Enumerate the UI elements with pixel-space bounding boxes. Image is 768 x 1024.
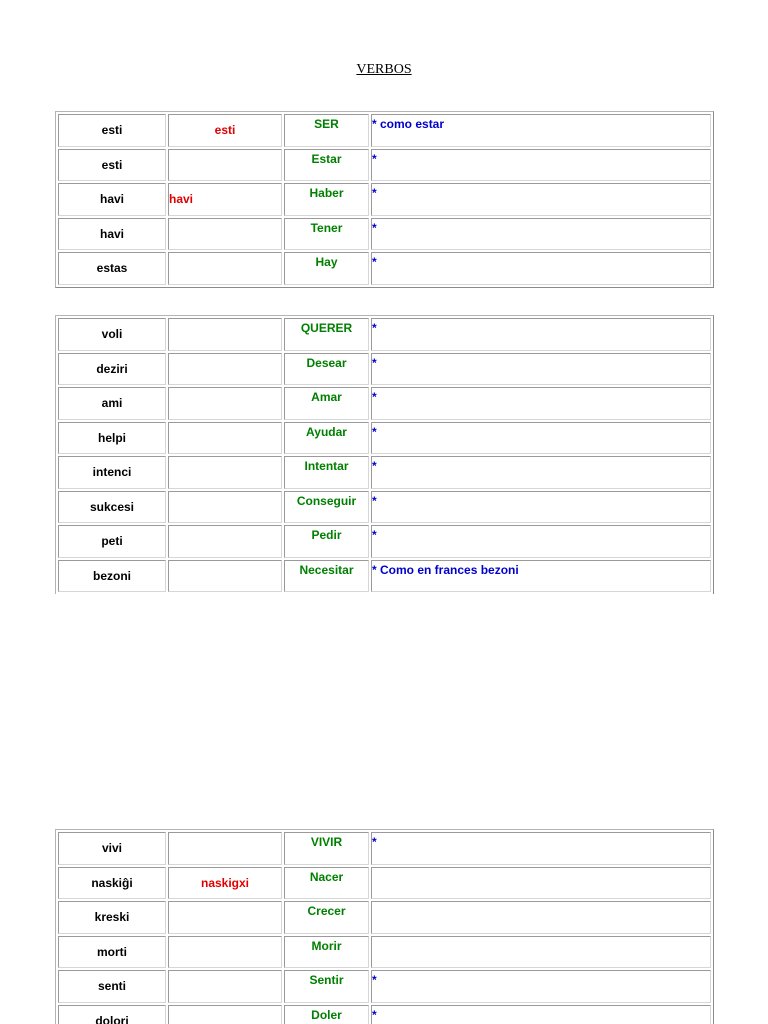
esperanto-cell: intenci [58,456,166,489]
table-row [57,421,712,456]
table-row [57,866,712,901]
spanish-cell: Estar [284,149,369,182]
esperanto-cell: sukcesi [58,491,166,524]
esperanto-cell: senti [58,970,166,1003]
table-row [57,317,712,352]
table-row [57,524,712,559]
note-cell: * [371,525,711,558]
verbs-table-1 [55,111,714,288]
spanish-cell: Ayudar [284,422,369,455]
spanish-cell: SER [284,114,369,147]
table-row [57,251,712,286]
alt-spelling-cell [168,560,282,593]
note-cell [371,936,711,969]
esperanto-cell: vivi [58,832,166,865]
spanish-cell: Nacer [284,867,369,900]
note-cell: * [371,491,711,524]
table-row [57,148,712,183]
note-cell [371,901,711,934]
spanish-cell: Hay [284,252,369,285]
note-cell: * [371,387,711,420]
esperanto-cell: helpi [58,422,166,455]
esperanto-cell: esti [58,114,166,147]
table-row [57,352,712,387]
note-cell: * [371,422,711,455]
esperanto-cell: havi [58,218,166,251]
note-cell: * [371,149,711,182]
table-row [57,113,712,148]
alt-spelling-cell: esti [168,114,282,147]
note-cell: * [371,832,711,865]
spanish-cell: Pedir [284,525,369,558]
table-row [57,455,712,490]
spanish-cell: Crecer [284,901,369,934]
spanish-cell: QUERER [284,318,369,351]
esperanto-cell: bezoni [58,560,166,593]
note-cell: * [371,183,711,216]
note-cell: * Como en frances bezoni [371,560,711,593]
page-title: VERBOS [356,62,412,77]
spanish-cell: VIVIR [284,832,369,865]
alt-spelling-cell [168,252,282,285]
alt-spelling-cell [168,456,282,489]
alt-spelling-cell [168,387,282,420]
spanish-cell: Conseguir [284,491,369,524]
esperanto-cell: esti [58,149,166,182]
note-cell [371,867,711,900]
alt-spelling-cell: havi [168,183,282,216]
table-row [57,969,712,1004]
table-row [57,1004,712,1024]
table-row [57,386,712,421]
alt-spelling-cell [168,525,282,558]
note-cell: * [371,252,711,285]
table-row [57,831,712,866]
table-row [57,900,712,935]
verbs-table-2 [55,315,714,594]
table-row [57,559,712,594]
note-cell: * [371,318,711,351]
alt-spelling-cell [168,970,282,1003]
alt-spelling-cell [168,491,282,524]
verbs-table-3 [55,829,714,1024]
alt-spelling-cell: naskigxi [168,867,282,900]
esperanto-cell: estas [58,252,166,285]
spanish-cell: Doler [284,1005,369,1024]
table-row [57,182,712,217]
note-cell: * [371,970,711,1003]
spanish-cell: Haber [284,183,369,216]
table-row [57,935,712,970]
note-cell: * [371,1005,711,1024]
note-cell: * [371,218,711,251]
note-cell: * como estar [371,114,711,147]
spanish-cell: Necesitar [284,560,369,593]
spanish-cell: Intentar [284,456,369,489]
alt-spelling-cell [168,353,282,386]
spanish-cell: Desear [284,353,369,386]
alt-spelling-cell [168,936,282,969]
esperanto-cell: morti [58,936,166,969]
table-row [57,490,712,525]
spanish-cell: Amar [284,387,369,420]
esperanto-cell: deziri [58,353,166,386]
alt-spelling-cell [168,149,282,182]
esperanto-cell: peti [58,525,166,558]
esperanto-cell: ami [58,387,166,420]
esperanto-cell: kreski [58,901,166,934]
spanish-cell: Sentir [284,970,369,1003]
alt-spelling-cell [168,1005,282,1024]
esperanto-cell: voli [58,318,166,351]
note-cell: * [371,353,711,386]
table-row [57,217,712,252]
esperanto-cell: naskiĝi [58,867,166,900]
alt-spelling-cell [168,318,282,351]
spanish-cell: Tener [284,218,369,251]
alt-spelling-cell [168,422,282,455]
alt-spelling-cell [168,218,282,251]
spanish-cell: Morir [284,936,369,969]
alt-spelling-cell [168,832,282,865]
esperanto-cell: dolori [58,1005,166,1024]
alt-spelling-cell [168,901,282,934]
esperanto-cell: havi [58,183,166,216]
note-cell: * [371,456,711,489]
